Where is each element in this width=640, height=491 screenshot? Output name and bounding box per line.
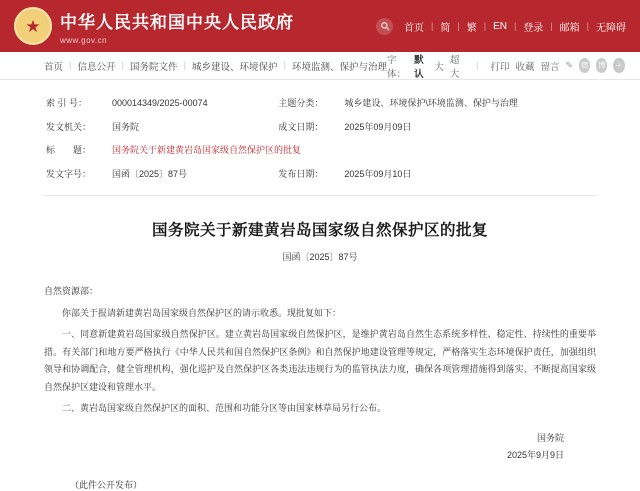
tools-divider: | bbox=[476, 60, 479, 71]
meta-label-topic: 主题分类： bbox=[278, 98, 324, 108]
share-more-button[interactable]: ＋ bbox=[613, 58, 624, 73]
meta-value-publish-date: 2025年09月10日 bbox=[344, 168, 412, 179]
header-divider: | bbox=[431, 21, 434, 31]
comment-button[interactable]: 留言 bbox=[540, 61, 560, 73]
page-title: 国务院关于新建黄岩岛国家级自然保护区的批复 bbox=[151, 222, 488, 239]
header-link-accessibility[interactable]: 无障碍 bbox=[596, 22, 626, 34]
fontsize-large-button[interactable]: 大 bbox=[434, 61, 444, 73]
breadcrumb-item-home[interactable]: 首页 bbox=[44, 61, 64, 73]
header-divider: | bbox=[457, 21, 460, 31]
site-header bbox=[0, 0, 640, 52]
table-row bbox=[44, 116, 596, 140]
document-number: 国函〔2025〕87号 bbox=[282, 252, 358, 262]
document-paragraph: 一、同意新建黄岩岛国家级自然保护区。建立黄岩岛国家级自然保护区，是维护黄岩岛自然生态系统多样性、稳定性、持续性的重要举措。有关部门和地方要严格执行《中华人民共和国自然保护区条例》和自然保护地建设管理等规定，严格落实生态环境保护责任，加强组织领导和协调配合，健全管理机构，强化巡护及自然保护区各类违法违规行为的监管执法力度，确保各项管理措施得到落实、不断提高国家级自然保护区建设和管理水平。 bbox=[44, 329, 596, 392]
table-row bbox=[44, 163, 596, 187]
meta-table bbox=[44, 92, 596, 186]
table-row bbox=[44, 92, 596, 116]
fontsize-largest-button[interactable]: 超大 bbox=[449, 54, 460, 80]
breadcrumb-item-subcategory[interactable]: 环境监测、保护与治理 bbox=[291, 61, 387, 73]
document-paragraph: 你部关于报请新建黄岩岛国家级自然保护区的请示收悉。现批复如下： bbox=[62, 307, 342, 318]
header-divider: | bbox=[586, 21, 589, 31]
meta-label-docnumber: 发文字号： bbox=[46, 168, 92, 179]
breadcrumb-divider: | bbox=[183, 60, 186, 71]
header-divider: | bbox=[550, 21, 553, 31]
meta-value-written-date: 2025年09月09日 bbox=[344, 121, 412, 132]
meta-label-title: 标 题： bbox=[46, 145, 92, 155]
signature-date: 2025年9月9日 bbox=[506, 449, 564, 460]
breadcrumb-divider: | bbox=[283, 60, 286, 71]
document-body bbox=[0, 218, 640, 491]
document-paragraph: 二、黄岩岛国家级自然保护区的面积、范围和功能分区等由国家林草局另行公布。 bbox=[62, 403, 387, 414]
share-wechat-button[interactable]: 微 bbox=[579, 58, 590, 73]
star-glyph: ★ bbox=[25, 16, 41, 36]
document-meta bbox=[0, 80, 640, 196]
breadcrumb-tools bbox=[387, 52, 625, 80]
meta-label-issuer: 发文机关： bbox=[46, 121, 92, 132]
header-divider: | bbox=[483, 21, 487, 31]
print-button[interactable]: 打印 bbox=[490, 61, 510, 73]
site-domain: www.gov.cn bbox=[60, 35, 108, 45]
site-title: 中华人民共和国中央人民政府 bbox=[60, 12, 294, 32]
breadcrumb-item-disclosure[interactable]: 信息公开 bbox=[77, 61, 116, 73]
brand-block[interactable] bbox=[60, 8, 294, 45]
header-link-simplified[interactable]: 简 bbox=[440, 22, 451, 34]
meta-value-docnumber: 国函〔2025〕87号 bbox=[112, 168, 188, 179]
favorite-button[interactable]: 收藏 bbox=[515, 61, 535, 73]
signature-block bbox=[44, 430, 596, 464]
header-link-login[interactable]: 登录 bbox=[523, 22, 544, 34]
meta-value-issuer: 国务院 bbox=[112, 121, 140, 132]
meta-divider bbox=[44, 195, 596, 196]
fontsize-default-button[interactable]: 默认 bbox=[414, 54, 424, 80]
share-weibo-button[interactable]: 博 bbox=[596, 58, 607, 73]
breadcrumb-item-category[interactable]: 城乡建设、环境保护 bbox=[191, 61, 278, 73]
fontsize-label: 字体： bbox=[386, 54, 406, 80]
pencil-icon[interactable]: ✎ bbox=[565, 60, 574, 70]
meta-value-index: 000014349/2025-00074 bbox=[112, 98, 208, 108]
header-nav bbox=[376, 18, 626, 35]
breadcrumb-divider: | bbox=[121, 60, 124, 71]
signature-organization: 国务院 bbox=[536, 432, 564, 443]
header-link-english[interactable]: EN bbox=[493, 20, 507, 32]
breadcrumb-divider: | bbox=[69, 60, 72, 71]
meta-label-written-date: 成文日期： bbox=[278, 121, 324, 132]
national-emblem-icon bbox=[14, 7, 52, 45]
header-link-mail[interactable]: 邮箱 bbox=[559, 22, 580, 34]
breadcrumb-item-documents[interactable]: 国务院文件 bbox=[129, 61, 178, 73]
table-row bbox=[44, 139, 596, 163]
search-icon[interactable] bbox=[376, 18, 393, 35]
meta-value-title: 国务院关于新建黄岩岛国家级自然保护区的批复 bbox=[112, 145, 302, 155]
header-divider: | bbox=[513, 21, 517, 31]
meta-label-publish-date: 发布日期： bbox=[278, 168, 324, 179]
header-link-traditional[interactable]: 繁 bbox=[466, 22, 477, 34]
breadcrumb bbox=[0, 52, 640, 80]
meta-label-index: 索 引 号： bbox=[46, 98, 88, 108]
header-link-home[interactable]: 首页 bbox=[404, 22, 425, 34]
meta-value-topic: 城乡建设、环境保护\环境监测、保护与治理 bbox=[344, 98, 518, 108]
document-addressee: 自然资源部： bbox=[44, 286, 99, 296]
release-note: （此件公开发布） bbox=[70, 480, 143, 491]
